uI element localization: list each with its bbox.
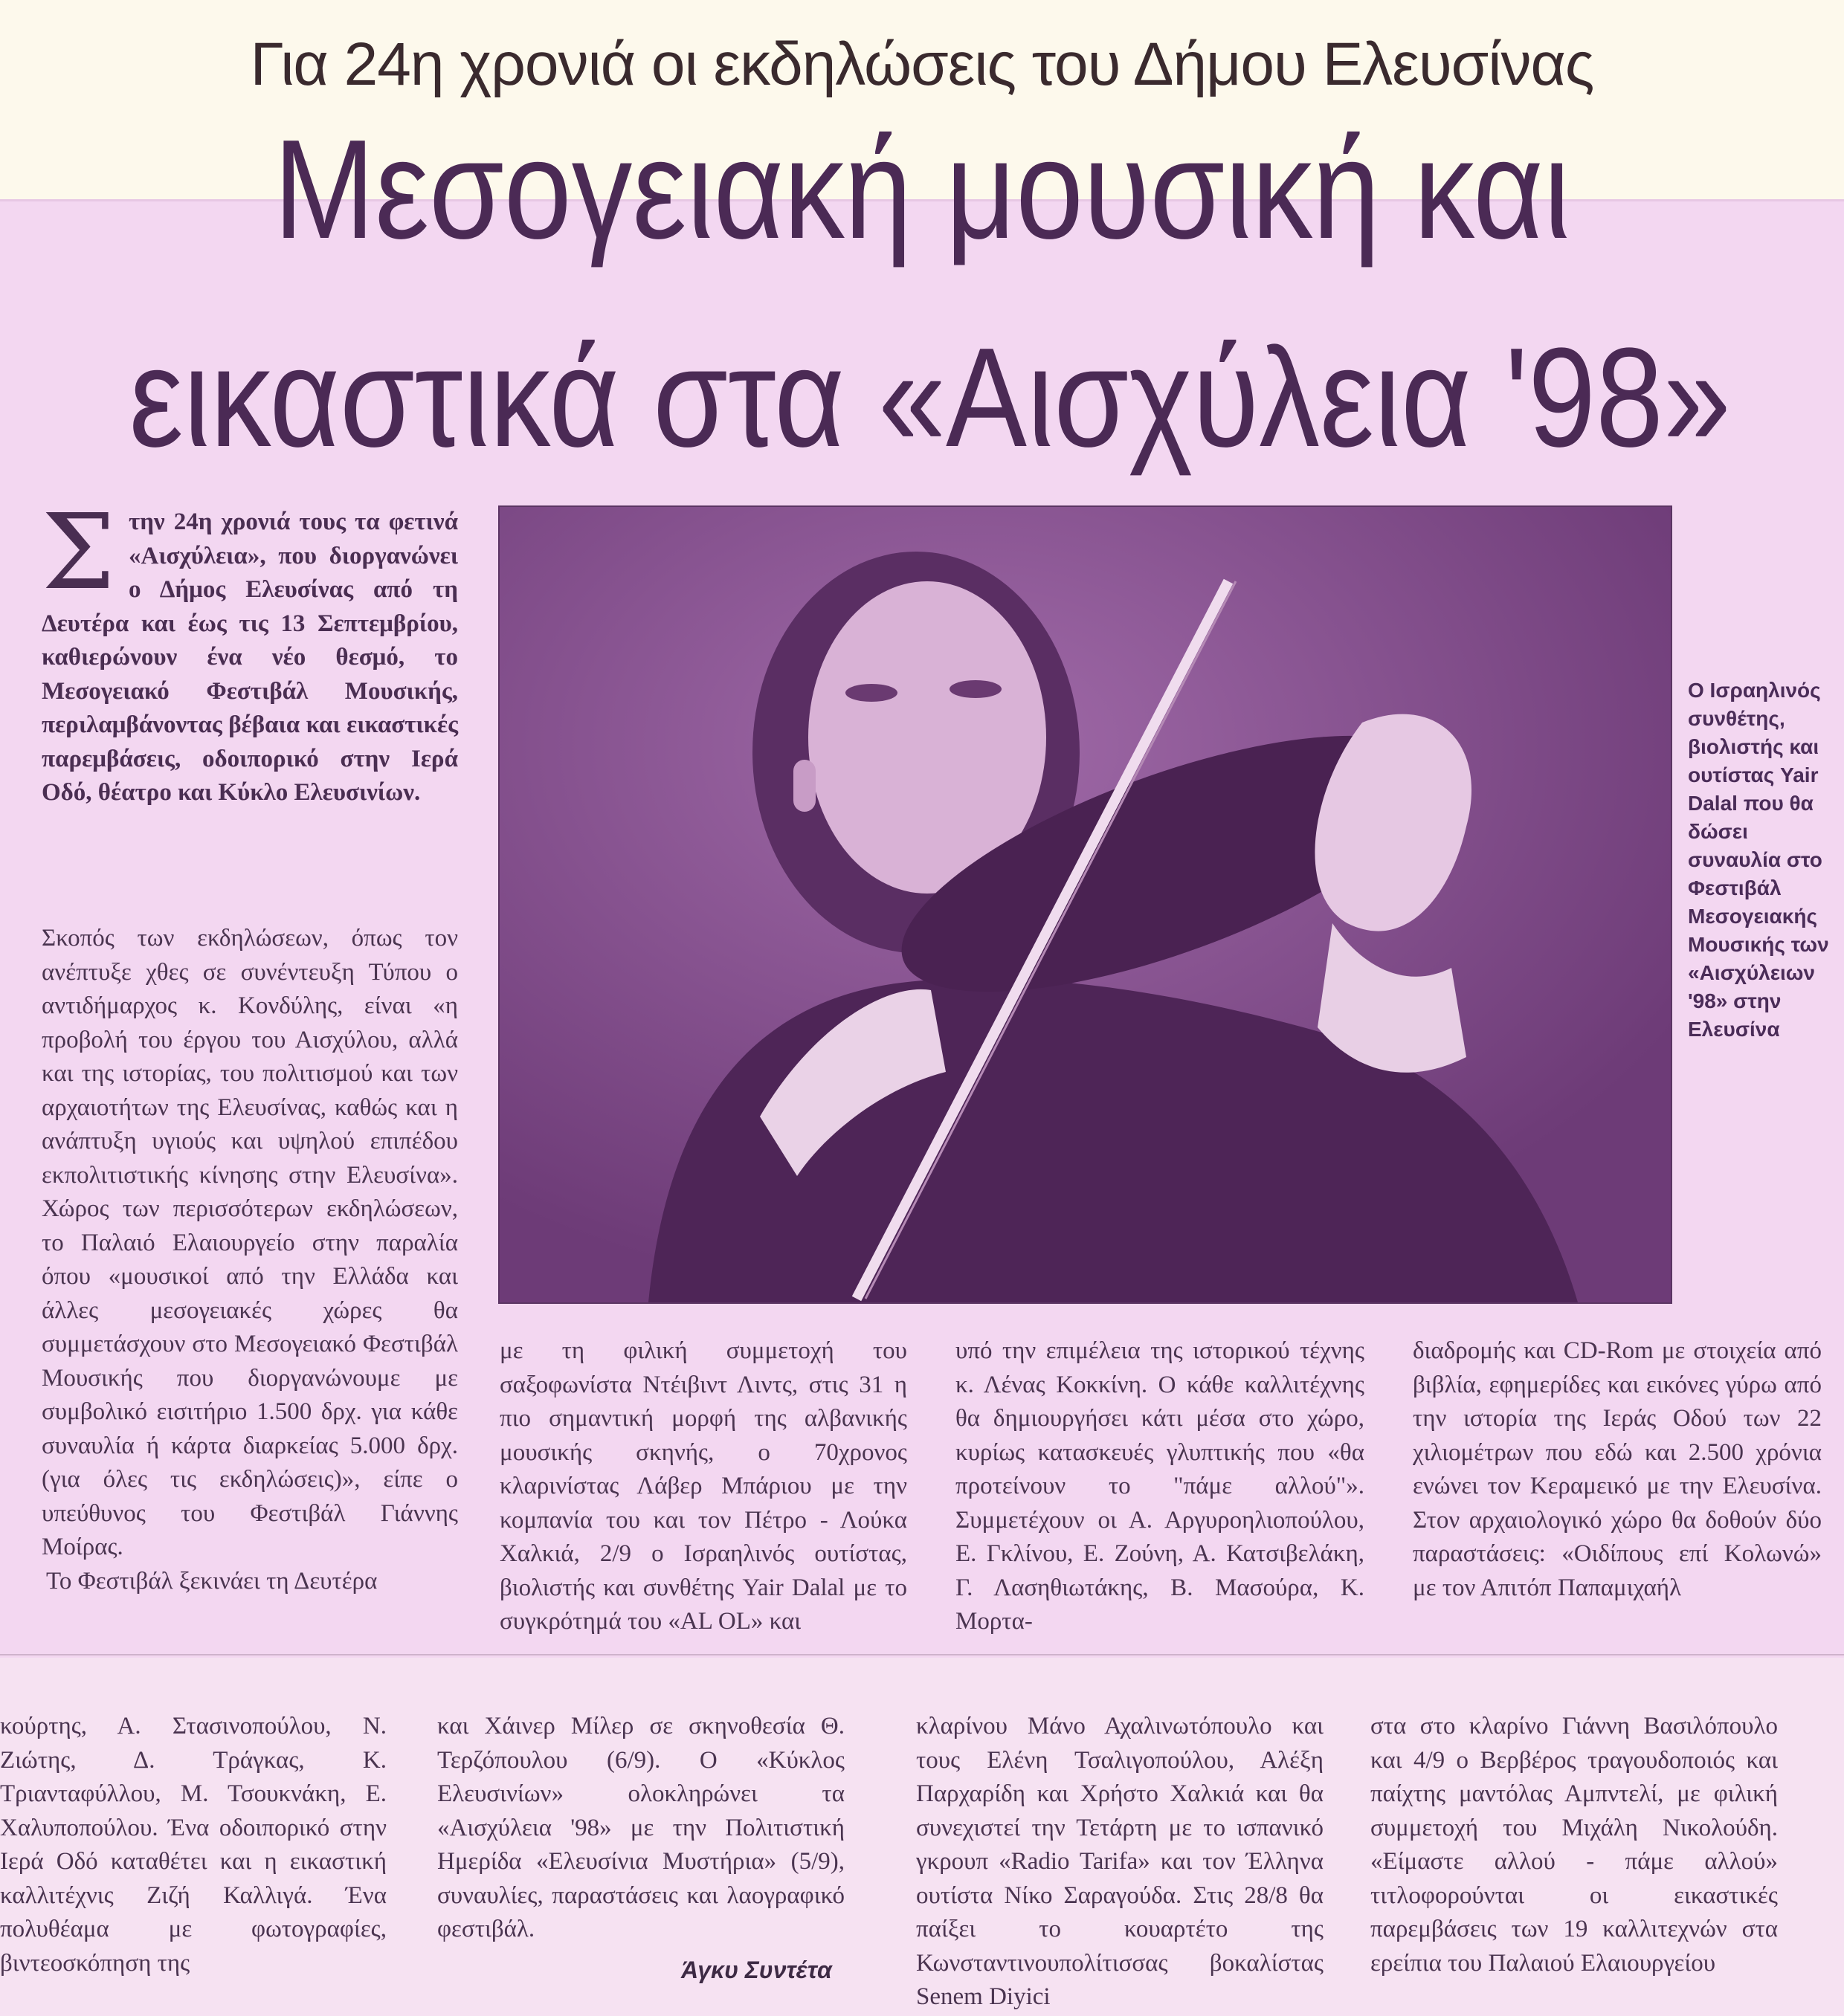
headline-line-2: εικαστικά στα «Αισχύλεια '98»	[129, 319, 1731, 476]
column-1-tail: Το Φεστιβάλ ξεκινάει τη Δευτέρα	[46, 1567, 378, 1595]
kicker: Για 24η χρονιά οι εκδηλώσεις του Δήμου Ελευσίνας	[250, 30, 1594, 98]
column-1-text: Σκοπός των εκδηλώσεων, όπως τον ανέπτυξε χθες σε συνέντευξη Τύπου ο αντιδήμαρχος κ. Κονδύλης, είναι «η προβολή του έργου του Αισχύλου, αλλά και της ιστορίας, του πολιτισμού και των αρχαιοτήτων της Ελευσίνας, καθώς και η ανάπτυξη υγιούς και υψηλού επιπέδου εκπολιτιστικής κίνησης στην Ελευσίνα». Χώρος των περισσότερων εκδηλώσεων, το Παλαιό Ελαιουργείο στην παραλία όπου «μουσικοί από την Ελλάδα και άλλες μεσογειακές χώρες θα συμμετάσχουν στο Μεσογειακό Φεστιβάλ Μουσικής που διοργανώνουμε με συμβολικό εισιτήριο 1.500 δρχ. για κάθε συναυλία ή κάρτα διαρκείας 5.000 δρχ. (για όλες τις εκδηλώσεις)», είπε ο υπεύθυνος του Φεστιβάλ Γιάννης Μοίρας.	[42, 925, 458, 1560]
torn-edge	[0, 1654, 1844, 1655]
violinist-photo	[500, 507, 1671, 1302]
photo-caption: Ο Ισραηλινός συνθέτης, βιολιστής και ουτίστας Yair Dalal που θα δώσει συναυλία στο Φεστιβάλ Μεσογειακής Μουσικής των «Αισχύλειων '98» στην Ελευσίνα	[1688, 679, 1829, 1041]
column-2-body: με τη φιλική συμμετοχή του σαξοφωνίστα Ντέιβιντ Λιντς, στις 31 η πιο σημαντική μορφή της αλβανικής μουσικής σκηνής, ο 70χρονος κλαρινίστας Λάβερ Μπάριου με την κομπανία του και τον Πέτρο - Λούκα Χαλκιά, 2/9 ο Ισραηλινός ουτίστας, βιολιστής και συνθέτης Yair Dalal με το συγκρότημά του «AL OL» και	[500, 1337, 907, 1635]
byline: Άγκυ Συντέτα	[681, 1957, 832, 1983]
column-3-body: υπό την επιμέλεια της ιστορικού τέχνης κ. Λένας Κοκκίνη. Ο κάθε καλλιτέχνης θα δημιουργήσει κάτι μέσα στο χώρο, κυρίως κατασκευές γλυπτικής που «θα προτείνουν το "πάμε αλλού"». Συμμετέχουν οι Α. Αργυροηλιοπούλου, Ε. Γκλίνου, Ε. Ζούνη, Α. Κατσιβελάκη, Γ. Λασηθιωτάκης, Β. Μασούρα, Κ. Μορτα-	[955, 1337, 1364, 1635]
column-1-body	[42, 922, 458, 1598]
bottom-column-2: και Χάινερ Μίλερ σε σκηνοθεσία Θ. Τερζόπουλου (6/9). Ο «Κύκλος Ελευσινίων» ολοκληρώνει τα «Αισχύλεια '98» με την Πολιτιστική Ημερίδα «Ελευσίνια Μυστήρια» (5/9), συναυλίες, παραστάσεις και λαογραφικό φεστιβάλ.	[437, 1713, 845, 1942]
lead-paragraph	[42, 492, 458, 810]
dropcap: Σ	[42, 492, 115, 613]
bottom-column-3: κλαρίνου Μάνο Αχαλινωτόπουλο και τους Ελένη Τσαλιγοπούλου, Αλέξη Παρχαρίδη και Χρήστο Χαλκιά και θα συνεχιστεί την Τετάρτη με το ισπανικό γκρουπ «Radio Tarifa» και τον Έλληνα ουτίστα Νίκο Σαραγούδα. Στις 28/8 θα παίξει το κουαρτέτο της Κωνσταντινουπολίτισσας βοκαλίστας Senem Diyici	[916, 1713, 1324, 2010]
bottom-column-4: στα στο κλαρίνο Γιάννη Βασιλόπουλο και 4/9 ο Βερβέρος τραγουδοποιός και παίχτης μαντόλας Αμπντελί, με φιλική συμμετοχή του Μιχάλη Νικολούδη. «Είμαστε αλλού - πάμε αλλού» τιτλοφορούνται οι εικαστικές παρεμβάσεις των 19 καλλιτεχνών στα ερείπια του Παλαιού Ελαιουργείου	[1370, 1713, 1778, 1977]
article-photo	[498, 505, 1672, 1304]
lead-text: την 24η χρονιά τους τα φετινά «Αισχύλεια», που διοργανώνει ο Δήμος Ελευσίνας από τη Δευτέρα και έως τις 13 Σεπτεμβρίου, καθιερώνουν ένα νέο θεσμό, το Μεσογειακό Φεστιβάλ Μουσικής, περιλαμβάνοντας βέβαια και εικαστικές παρεμβάσεις, οδοιπορικό στην Ιερά Οδό, θέατρο και Κύκλο Ελευσινίων.	[42, 508, 458, 806]
column-4-body: διαδρομής και CD-Rom με στοιχεία από βιβλία, εφημερίδες και εικόνες γύρω από την ιστορία της Ιεράς Οδού των 22 χιλιομέτρων που εδώ και 2.500 χρόνια ενώνει τον Κεραμεικό με την Ελευσίνα. Στον αρχαιολογικό χώρο θα δοθούν δύο παραστάσεις: «Οιδίπους επί Κολωνώ» με τον Απιτόπ Παπαμιχαήλ	[1413, 1337, 1822, 1601]
bottom-column-1: κούρτης, Α. Στασινοπούλου, Ν. Ζιώτης, Δ. Τράγκας, Κ. Τριανταφύλλου, Μ. Τσουκνάκη, Ε. Χαλυποπούλου. Ένα οδοιπορικό στην Ιερά Οδό καταθέτει και η εικαστική καλλιτέχνις Ζιζή Καλλιγά. Ένα πολυθέαμα με φωτογραφίες, βιντεοσκόπηση της	[0, 1713, 387, 1977]
headline-line-1: Μεσογειακή μουσική και	[274, 111, 1570, 268]
